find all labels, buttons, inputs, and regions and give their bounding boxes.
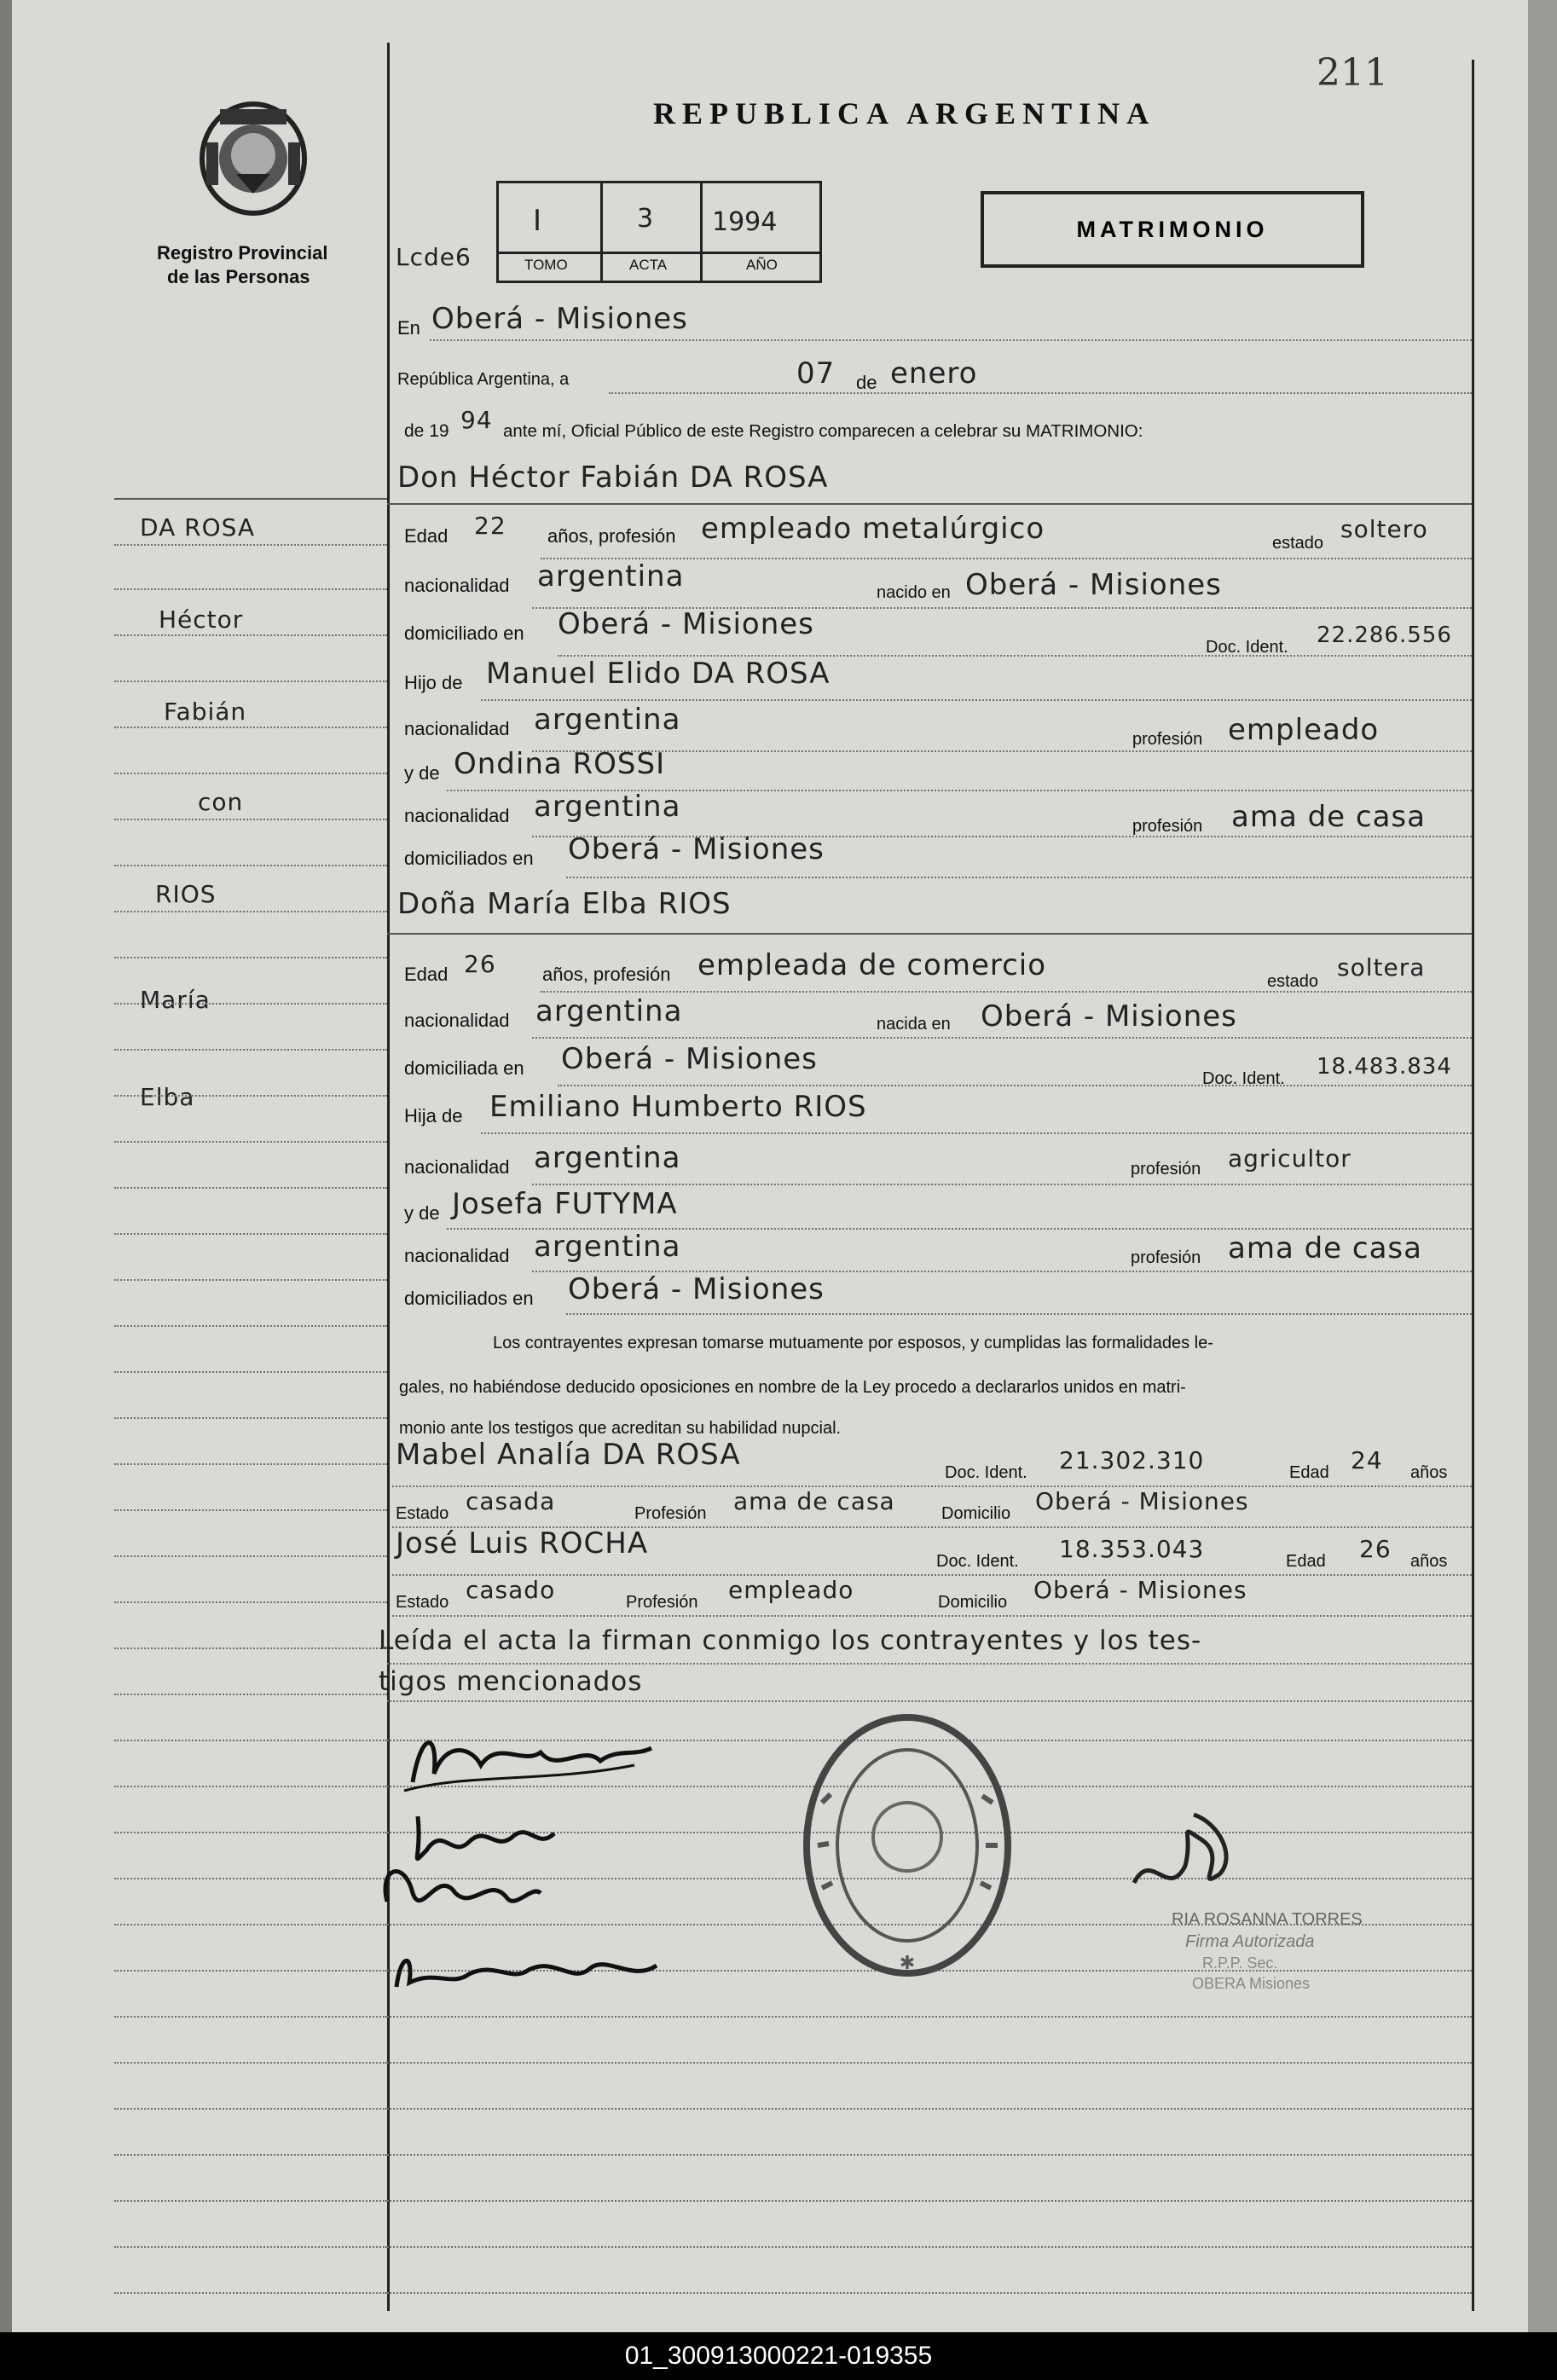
bride-domicile: Oberá - Misiones: [561, 1042, 818, 1076]
witness1-estado-label: Estado: [396, 1504, 449, 1523]
witness2-prof-label: Profesión: [626, 1593, 698, 1612]
groom-mother-nat: argentina: [534, 790, 681, 824]
month-value: enero: [890, 356, 978, 391]
year-suffix: 94: [460, 406, 493, 434]
witness1-prof-label: Profesión: [634, 1504, 707, 1523]
margin-bride-surname: RIOS: [155, 880, 217, 908]
witness2-estado-label: Estado: [396, 1593, 449, 1612]
official-sec: R.P.P. Sec.: [1202, 1954, 1278, 1972]
year-prefix: de 19: [404, 421, 449, 441]
witness1-edad-label: Edad: [1289, 1463, 1329, 1482]
margin-groom-name2: Fabián: [164, 698, 247, 726]
svg-text:✱: ✱: [899, 1953, 916, 1974]
bride-birthplace: Oberá - Misiones: [981, 999, 1237, 1034]
groom-mprof-label: profesión: [1132, 817, 1203, 836]
bride-doc: 18.483.834: [1317, 1054, 1452, 1080]
bride-doc-label: Doc. Ident.: [1202, 1069, 1285, 1088]
document-type: MATRIMONIO: [1076, 217, 1269, 242]
tomo-label: TOMO: [524, 257, 568, 273]
groom-nacido-label: nacido en: [877, 583, 951, 602]
groom-father-prof: empleado: [1228, 713, 1380, 747]
registry-page: [12, 0, 1528, 2332]
groom-parents-domicile: Oberá - Misiones: [568, 832, 825, 866]
margin-bride-name2: Elba: [140, 1083, 195, 1111]
witness1-profession: ama de casa: [733, 1487, 895, 1515]
witness1-doc: 21.302.310: [1059, 1446, 1205, 1474]
witness1-anios-label: años: [1410, 1463, 1448, 1482]
anio-value: 1994: [712, 207, 778, 237]
witness2-age: 26: [1359, 1535, 1392, 1563]
page-number: 211: [1317, 51, 1388, 95]
bride-mnat-label: nacionalidad: [404, 1245, 510, 1266]
day-value: 07: [796, 356, 836, 391]
coat-of-arms-icon: [189, 96, 317, 219]
closing-line1: Leída el acta la firman conmigo los contrayentes y los tes-: [379, 1625, 1202, 1656]
groom-mnat-label: nacionalidad: [404, 805, 510, 826]
witness1-age: 24: [1351, 1446, 1383, 1474]
witness2-domicilio-label: Domicilio: [938, 1593, 1008, 1612]
document-type-box: [981, 191, 1364, 268]
bride-hija-label: Hija de: [404, 1105, 463, 1126]
closing-line2: tigos mencionados: [379, 1666, 643, 1697]
margin-groom-name1: Héctor: [159, 605, 244, 634]
de-label: de: [856, 372, 877, 393]
bride-yde-label: y de: [404, 1202, 440, 1224]
witness1-doc-label: Doc. Ident.: [945, 1463, 1027, 1482]
ante-text: ante mí, Oficial Público de este Registro comparecen a celebrar su MATRIMONIO:: [503, 421, 1143, 441]
groom-birthplace: Oberá - Misiones: [965, 568, 1222, 602]
groom-father-nat: argentina: [534, 703, 681, 737]
bride-fprof-label: profesión: [1131, 1160, 1201, 1178]
bride-estado-label: estado: [1267, 972, 1319, 991]
witness2-profession: empleado: [728, 1576, 854, 1604]
witness2-anios-label: años: [1410, 1552, 1448, 1571]
bride-pdom-label: domiciliados en: [404, 1288, 534, 1309]
official-city: OBERA Misiones: [1192, 1975, 1311, 1992]
groom-doc-label: Doc. Ident.: [1206, 638, 1288, 657]
bride-profession: empleada de comercio: [697, 948, 1047, 982]
anio-label: AÑO: [746, 257, 778, 273]
registry-name-line2: de las Personas: [167, 266, 310, 287]
bride-father-prof: agricultor: [1228, 1144, 1352, 1173]
groom-full-name: Don Héctor Fabián DA ROSA: [397, 460, 829, 495]
registry-name-line1: Registro Provincial: [157, 242, 328, 263]
tomo-value: I: [533, 204, 542, 238]
groom-nat-label: nacionalidad: [404, 575, 510, 596]
witness2-status: casado: [466, 1576, 556, 1604]
groom-estado-label: estado: [1272, 534, 1324, 553]
bride-dom-label: domiciliada en: [404, 1057, 524, 1079]
record-box: [496, 181, 822, 283]
margin-bride-name1: María: [140, 986, 211, 1014]
witness1-domicilio-label: Domicilio: [941, 1504, 1011, 1523]
bride-father: Emiliano Humberto RIOS: [489, 1090, 867, 1124]
bride-nationality: argentina: [535, 994, 683, 1028]
declaration-line2: gales, no habiéndose deducido oposiciones en nombre de la Ley procedo a declararlos unidos en matri-: [399, 1378, 1186, 1397]
bride-father-nat: argentina: [534, 1141, 681, 1175]
bride-fnat-label: nacionalidad: [404, 1156, 510, 1178]
margin-con: con: [198, 788, 244, 816]
groom-anios-label: años, profesión: [547, 525, 676, 547]
groom-mother: Ondina ROSSI: [454, 747, 666, 781]
bride-status: soltera: [1337, 953, 1426, 982]
bride-age: 26: [464, 950, 496, 978]
groom-mother-prof: ama de casa: [1231, 800, 1426, 834]
bride-nacida-label: nacida en: [877, 1015, 951, 1034]
signature-witness2: [384, 1936, 674, 2004]
signature-witness1: [370, 1850, 558, 1927]
groom-yde-label: y de: [404, 762, 440, 784]
groom-profession: empleado metalúrgico: [701, 512, 1045, 546]
handwritten-code: Lcde6: [396, 243, 472, 271]
bride-mother: Josefa FUTYMA: [452, 1187, 678, 1221]
acta-value: 3: [637, 204, 654, 234]
groom-age: 22: [474, 512, 506, 540]
place-value: Oberá - Misiones: [431, 302, 688, 336]
bride-anios-label: años, profesión: [542, 964, 671, 985]
groom-edad-label: Edad: [404, 525, 449, 547]
acta-label: ACTA: [629, 257, 668, 273]
witness1-name: Mabel Analía DA ROSA: [396, 1438, 741, 1472]
official-role: Firma Autorizada: [1185, 1932, 1315, 1951]
bride-nat-label: nacionalidad: [404, 1010, 510, 1031]
witness2-doc: 18.353.043: [1059, 1535, 1205, 1563]
archive-id: 01_300913000221-019355: [0, 2332, 1557, 2380]
witness1-status: casada: [466, 1487, 556, 1515]
groom-nationality: argentina: [537, 559, 685, 594]
groom-fprof-label: profesión: [1132, 730, 1203, 749]
bride-edad-label: Edad: [404, 964, 449, 985]
witness2-name: José Luis ROCHA: [396, 1526, 649, 1561]
declaration-line3: monio ante los testigos que acreditan su habilidad nupcial.: [399, 1419, 842, 1438]
groom-domicile: Oberá - Misiones: [558, 607, 814, 641]
witness1-domicile: Oberá - Misiones: [1035, 1487, 1249, 1515]
signature-official: [1117, 1798, 1253, 1917]
groom-father: Manuel Elido DA ROSA: [486, 657, 831, 691]
bride-parents-domicile: Oberá - Misiones: [568, 1272, 825, 1306]
bride-mother-prof: ama de casa: [1228, 1231, 1422, 1265]
groom-doc: 22.286.556: [1317, 623, 1452, 648]
groom-pdom-label: domiciliados en: [404, 848, 534, 869]
signature-groom: [396, 1723, 669, 1799]
declaration-line1: Los contrayentes expresan tomarse mutuamente por esposos, y cumplidas las formalidades le-: [493, 1334, 1213, 1352]
groom-status: soltero: [1340, 515, 1428, 543]
bride-mprof-label: profesión: [1131, 1248, 1201, 1267]
en-label: En: [397, 317, 420, 339]
republica-label: República Argentina, a: [397, 370, 570, 389]
page-title: REPUBLICA ARGENTINA: [653, 96, 1156, 130]
witness2-domicile: Oberá - Misiones: [1033, 1576, 1247, 1604]
margin-groom-surname: DA ROSA: [140, 513, 256, 541]
groom-dom-label: domiciliado en: [404, 623, 524, 644]
witness2-edad-label: Edad: [1286, 1552, 1326, 1571]
right-margin-rule: [1472, 60, 1474, 2311]
witness2-doc-label: Doc. Ident.: [936, 1552, 1019, 1571]
bride-full-name: Doña María Elba RIOS: [397, 887, 732, 921]
groom-fnat-label: nacionalidad: [404, 718, 510, 739]
groom-hijo-label: Hijo de: [404, 672, 463, 693]
bride-mother-nat: argentina: [534, 1230, 681, 1264]
official-name: RIA ROSANNA TORRES: [1172, 1910, 1363, 1929]
official-seal-stamp: [796, 1709, 1018, 1982]
